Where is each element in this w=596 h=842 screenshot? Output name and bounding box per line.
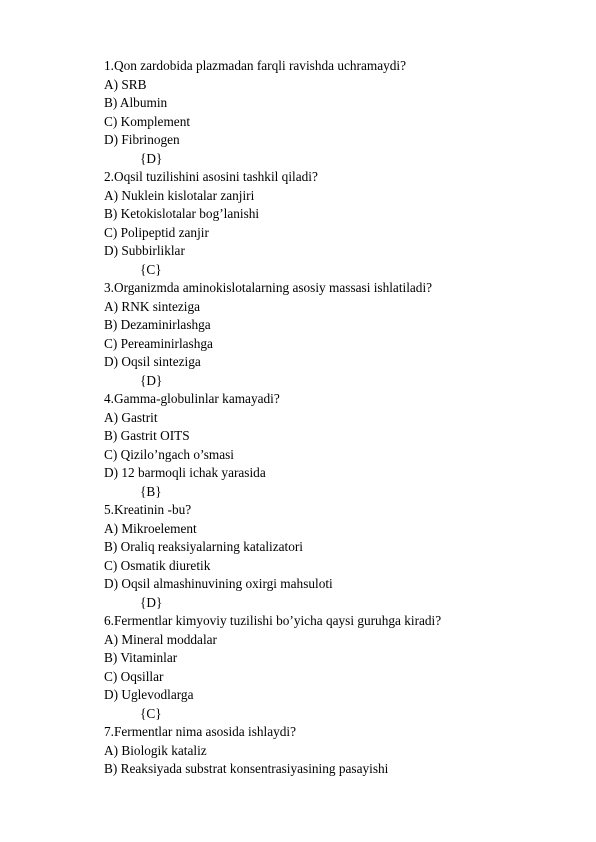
answer-key: {C} xyxy=(140,705,162,721)
question-text: 3.Organizmda aminokislotalarning asosiy massasi ishlatiladi? xyxy=(104,280,433,295)
option-a: A) RNK sinteziga xyxy=(104,298,201,314)
option-c: C) Osmatik diuretik xyxy=(104,557,211,573)
question-text: 6.Fermentlar kimyoviy tuzilishi bo’yicha qaysi guruhga kiradi? xyxy=(104,613,442,628)
answer-key: {B} xyxy=(140,483,162,499)
question-text: 2.Oqsil tuzilishini asosini tashkil qiladi? xyxy=(104,169,318,184)
option-a: A) Nuklein kislotalar zanjiri xyxy=(104,187,255,203)
option-a: A) Mineral moddalar xyxy=(104,631,217,647)
option-d: D) Oqsil sinteziga xyxy=(104,354,201,369)
option-b: B) Vitaminlar xyxy=(104,650,178,665)
answer-key: {D} xyxy=(140,594,163,610)
answer-key: {D} xyxy=(140,150,163,166)
option-d: D) Subbirliklar xyxy=(104,243,185,258)
option-d: D) Oqsil almashinuvining oxirgi mahsuloti xyxy=(104,576,333,591)
option-b: B) Ketokislotalar bog’lanishi xyxy=(104,206,260,221)
question-block xyxy=(104,612,596,723)
option-c: C) Polipeptid zanjir xyxy=(104,224,209,240)
option-a: A) Mikroelement xyxy=(104,520,197,536)
option-b: B) Reaksiyada substrat konsentrasiyasining pasayishi xyxy=(104,761,389,776)
question-block xyxy=(104,501,596,612)
question-text: 1.Qon zardobida plazmadan farqli ravishda uchramaydi? xyxy=(104,58,407,73)
question-text: 5.Kreatinin -bu? xyxy=(104,502,192,517)
option-d: D) Uglevodlarga xyxy=(104,687,194,702)
option-b: B) Albumin xyxy=(104,95,168,110)
option-d: D) 12 barmoqli ichak yarasida xyxy=(104,465,266,480)
option-c: C) Pereaminirlashga xyxy=(104,335,213,351)
question-text: 7.Fermentlar nima asosida ishlaydi? xyxy=(104,724,297,739)
question-block xyxy=(104,279,596,390)
option-a: A) Biologik kataliz xyxy=(104,742,207,758)
option-d: D) Fibrinogen xyxy=(104,132,180,147)
option-c: C) Komplement xyxy=(104,113,191,129)
option-c: C) Oqsillar xyxy=(104,668,164,684)
option-a: A) SRB xyxy=(104,76,147,92)
option-c: C) Qizilo’ngach o’smasi xyxy=(104,446,234,462)
option-b: B) Gastrit OITS xyxy=(104,428,190,443)
answer-key: {D} xyxy=(140,372,163,388)
question-block xyxy=(104,390,596,501)
answer-key: {C} xyxy=(140,261,162,277)
option-b: B) Dezaminirlashga xyxy=(104,317,211,332)
question-block xyxy=(104,57,596,168)
question-text: 4.Gamma-globulinlar kamayadi? xyxy=(104,391,280,406)
option-b: B) Oraliq reaksiyalarning katalizatori xyxy=(104,539,304,554)
option-a: A) Gastrit xyxy=(104,409,158,425)
question-block xyxy=(104,168,596,279)
question-block xyxy=(104,723,596,779)
